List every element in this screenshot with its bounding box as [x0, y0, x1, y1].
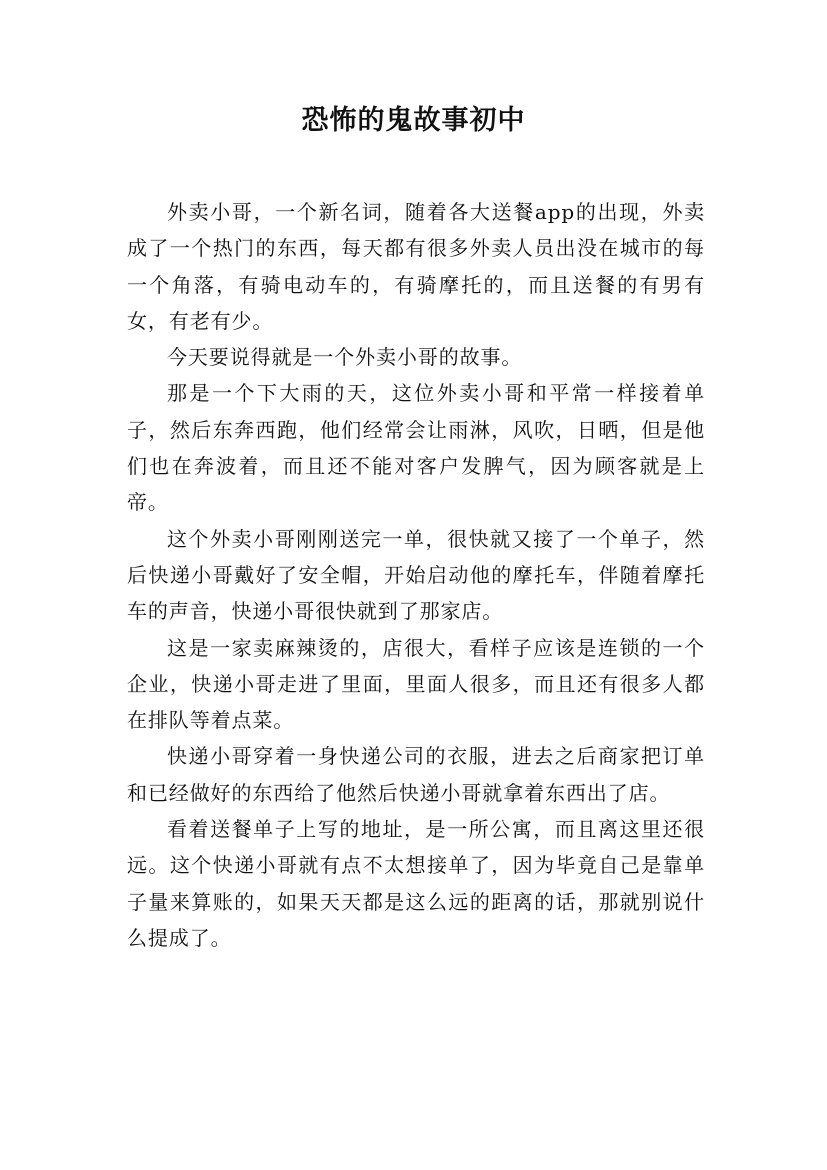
- document-body: [127, 194, 705, 956]
- paragraph-3: 那是一个下大雨的天，这位外卖小哥和平常一样接着单子，然后东奔西跑，他们经常会让雨淋，风吹，日晒，但是他们也在奔波着，而且还不能对客户发脾气，因为顾客就是上帝。: [127, 381, 705, 515]
- paragraph-5: 这是一家卖麻辣烫的，店很大，看样子应该是连锁的一个企业，快递小哥走进了里面，里面人很多，而且还有很多人都在排队等着点菜。: [127, 635, 705, 733]
- paragraph-2: 今天要说得就是一个外卖小哥的故事。: [167, 345, 523, 370]
- paragraph-1: 外卖小哥，一个新名词，随着各大送餐app的出现，外卖成了一个热门的东西，每天都有很多外卖人员出没在城市的每一个角落，有骑电动车的，有骑摩托的，而且送餐的有男有女，有老有少。: [127, 200, 705, 333]
- paragraph-6: 快递小哥穿着一身快递公司的衣服，进去之后商家把订单和已经做好的东西给了他然后快递小哥就拿着东西出了店。: [127, 744, 705, 805]
- document-title: 恐怖的鬼故事初中: [301, 105, 526, 136]
- paragraph-4: 这个外卖小哥刚刚送完一单，很快就又接了一个单子，然后快递小哥戴好了安全帽，开始启动他的摩托车，伴随着摩托车的声音，快递小哥很快就到了那家店。: [127, 526, 705, 624]
- paragraph-7: 看着送餐单子上写的地址，是一所公寓，而且离这里还很远。这个快递小哥就有点不太想接单了，因为毕竟自己是靠单子量来算账的，如果天天都是这么远的距离的话，那就别说什么提成了。: [127, 817, 705, 950]
